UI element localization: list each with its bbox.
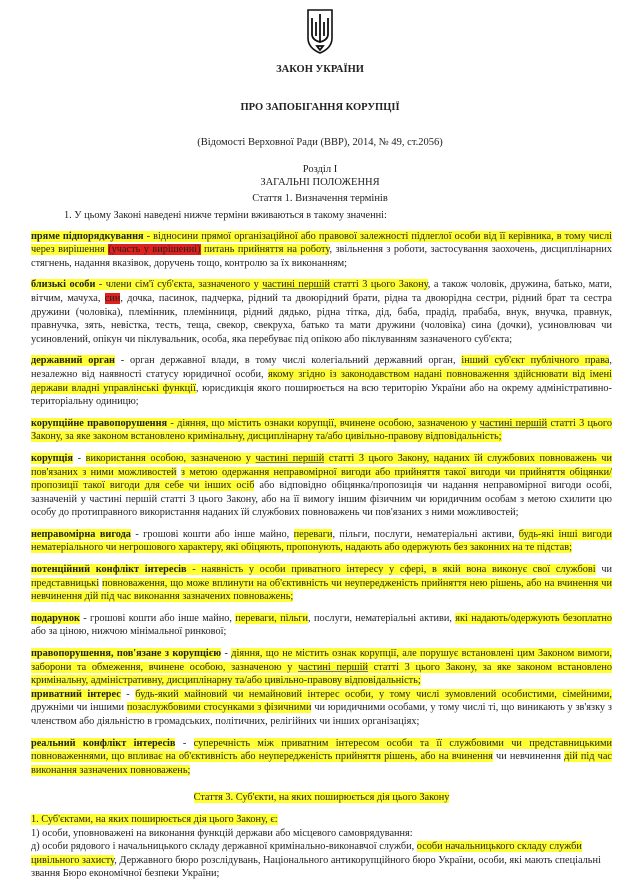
text-segment: переваги <box>293 528 333 540</box>
text-segment: , Державного бюро розслідувань, Національного антикорупційного бюро України, особи, які мають спеціальні звання Бюро економічної безпеки України; <box>31 854 601 880</box>
text-segment: будь-який майновий чи немайновий інтерес особи, у тому числі зумовлений особистими, сімейними, <box>135 688 612 700</box>
definition-paragraph <box>31 528 612 555</box>
cross-reference-link[interactable]: частині першій <box>298 661 368 673</box>
text-segment: особи начальницького складу служби цивільного захисту <box>31 841 582 866</box>
definition-paragraph <box>31 647 612 688</box>
text-segment: які надають/одержують безоплатно <box>455 612 612 624</box>
term: пряме підпорядкування <box>31 230 144 242</box>
text-segment: якому згідно із законодавством надані повноваження здійснювати від імені держави владні управлінські функції <box>31 368 612 394</box>
text-segment: - <box>175 737 194 749</box>
text-segment: син <box>104 292 121 304</box>
section-heading <box>0 163 640 189</box>
text-segment: використання особою, зазначеною у <box>85 452 256 464</box>
term: корупція <box>31 452 73 464</box>
definition-paragraph <box>31 737 612 778</box>
text-segment: - грошові кошти або інше майно, <box>79 612 236 624</box>
term: потенційний конфлікт інтересів <box>31 564 187 576</box>
definition-paragraph <box>31 688 612 729</box>
text-segment: позаслужбовими стосунками з фізичними <box>126 702 312 714</box>
text-segment: переваги, пільги <box>235 612 309 624</box>
term: приватний інтерес <box>31 688 121 700</box>
article3-line <box>31 840 612 881</box>
text-segment: представницькі <box>31 577 100 589</box>
section-title: ЗАГАЛЬНІ ПОЛОЖЕННЯ <box>260 177 380 188</box>
text-segment: , незалежно від наявності статусу юридичної особи, <box>31 355 612 380</box>
term: реальний конфлікт інтересів <box>31 737 176 749</box>
text-segment: з метою одержання неправомірної вигоди або прийняття такої вигоди чи прийняття обіцянки/пропозиції такої вигоди для себе чи інших осіб <box>31 466 613 492</box>
term: державний орган <box>31 355 115 367</box>
text-segment: - грошові кошти або інше майно, <box>130 528 294 540</box>
definition-paragraph <box>31 612 612 639</box>
definition-paragraph <box>31 278 612 346</box>
text-segment: статті 3 цього Закону, за яке законом встановлено кримінальну, дисциплінарну та/або цивільно-правову відповідальність; <box>31 417 613 443</box>
article3-title-text: Стаття 3. Суб'єкти, на яких поширюється дія цього Закону <box>193 792 450 804</box>
section-number: Розділ I <box>302 164 338 175</box>
definitions-list <box>31 230 612 778</box>
text-segment: діяння, що не містить ознак корупції, але порушує встановлені цим Законом вимоги, заборони та обмеження, вчинене особою, зазначеною у <box>31 648 613 673</box>
term: правопорушення, пов'язане з корупцією <box>31 648 222 660</box>
text-segment: або відповідно обіцянка/пропозиція чи надання неправомірної вигоди особі, зазначеній у частині першій статті 3 цього Закону, або на її вимогу іншим фізичним чи юридичним особам з метою схилити цю особу до протиправного використання наданих їй службових повноважень чи пов'язаних з ними можливостей; <box>31 480 612 519</box>
cross-reference-link[interactable]: частині першій <box>255 452 325 464</box>
text-segment: , пільги, послуги, нематеріальні активи, <box>332 528 519 540</box>
text-segment: , дочка, пасинок, падчерка, рідний та двоюрідний брати, рідна та двоюрідна сестри, рідний брат та сестра дружини (чоловіка), племінник, племінниця, рідний дядько, рідна тітка, дід, баба, прадід, прабаба, внук, внучка, правнук, правнучка, зять, невістка, тесть, теща, свекор, свекруха, батько та мати дружини (чоловіка) сина (дочки), усиновлювач чи усиновлений, опікун чи піклувальник, особа, яка перебуває під опікою або піклуванням зазначеного суб'єкта; <box>31 292 612 345</box>
text-segment: статті 3 цього Закону, наданих їй службових повноважень чи пов'язаних з ними можливостей <box>31 452 612 478</box>
text-segment: чи невчинення <box>492 751 565 763</box>
text-segment: будь-які інші вигоди нематеріального чи негрошового характеру, які обіцяють, пропонують, надають або одержують без законних на те підстав; <box>31 528 612 554</box>
text-segment: статті 3 цього Закону <box>329 279 428 291</box>
cross-reference-link[interactable]: частині першій <box>479 417 548 429</box>
text-segment: - <box>120 688 136 700</box>
article3-body <box>31 813 612 881</box>
text-segment: 1. Суб'єктами, на яких поширюється дія цього Закону, є: <box>31 813 278 825</box>
definition-paragraph <box>31 417 612 444</box>
text-segment: д) особи рядового і начальницького складу державної кримінально-виконавчої служби, <box>31 841 417 853</box>
definition-paragraph <box>31 452 612 520</box>
term: корупційне правопорушення <box>31 417 168 429</box>
text-segment: статті 3 цього Закону, за яке законом встановлено кримінальну, адміністративну, дисциплінарну та/або цивільно-правову відповідальність; <box>31 661 613 687</box>
text-segment: - діяння, що містить ознаки корупції, вчинене особою, зазначеною у <box>167 417 480 429</box>
term: неправомірна вигода <box>31 528 131 540</box>
text-segment: або за ціною, нижчою мінімальної ринкової; <box>31 626 227 638</box>
trident-coat-of-arms-icon <box>306 8 334 54</box>
text-segment: , звільнення з роботи, застосування заохочень, дисциплінарних стягнень, надання вказівок, доручень тощо, контролю за їх виконанням; <box>31 244 612 269</box>
article1-title: Стаття 1. Визначення термінів <box>252 193 388 204</box>
definition-paragraph <box>31 354 612 408</box>
text-segment: (участь у вирішенні) <box>108 244 201 256</box>
text-segment: дружніми чи іншими <box>31 702 127 714</box>
citation: (Відомості Верховної Ради (ВВР), 2014, № 49, ст.2056) <box>197 137 443 148</box>
term: подарунок <box>31 612 80 624</box>
definition-paragraph <box>31 230 612 271</box>
text-segment: , послуги, нематеріальні активи, <box>308 612 456 624</box>
text-segment: суперечність між приватним інтересом особи та її службовими чи представницькими повноваженнями, що впливає на об'єктивність або неупередженість прийняття рішень, або на вчинення <box>31 737 613 763</box>
text-segment: - <box>221 648 232 660</box>
text-segment: - члени сім'ї суб'єкта, зазначеного у <box>95 279 263 291</box>
text-segment: повноваження, що може вплинути на об'єктивність чи неупередженість прийняття нею рішень, або на вчинення чи невчинення дій під час виконання зазначених повноважень; <box>31 577 612 603</box>
cross-reference-link[interactable]: частині першій <box>262 279 330 291</box>
document-body <box>31 209 612 881</box>
text-segment: чи юридичними особами, у тому числі ті, що виникають у зв'язку з членством або діяльністю в громадських, політичних, релігійних чи інших організаціях; <box>31 702 612 727</box>
text-segment: - <box>72 452 86 464</box>
article3-title <box>31 791 612 805</box>
definition-paragraph <box>31 563 612 604</box>
article3-line <box>31 813 612 827</box>
article3-line <box>31 827 612 841</box>
text-segment: - відносини прямої організаційної або правової залежності підлеглої особи від її керівника, в тому числі через вирішення <box>31 230 613 256</box>
text-segment: , юрисдикція якого поширюється на всю територію України або на окрему адміністративно-територіальну одиницю; <box>31 382 612 408</box>
text-segment: питань прийняття на роботу <box>200 244 330 256</box>
text-segment: 1) особи, уповноважені на виконання функцій держави або місцевого самоврядування: <box>31 827 413 839</box>
term: близькі особи <box>31 279 96 291</box>
text-segment: дій під час виконання зазначених повноважень; <box>31 751 612 776</box>
text-segment: - наявність у особи приватного інтересу у сфері, в якій вона виконує свої службові <box>186 564 596 576</box>
law-label: ЗАКОН УКРАЇНИ <box>276 64 364 75</box>
article1-intro: 1. У цьому Законі наведені нижче терміни вживаються в такому значенні: <box>64 210 387 221</box>
text-segment: - орган державної влади, в тому числі колегіальний державний орган, <box>114 355 462 367</box>
text-segment: чи <box>595 564 613 576</box>
text-segment: , а також чоловік, дружина, батько, мати, вітчим, мачуха, <box>31 279 612 304</box>
text-segment: інший суб'єкт публічного права <box>461 355 610 367</box>
law-title: ПРО ЗАПОБІГАННЯ КОРУПЦІЇ <box>240 102 400 113</box>
